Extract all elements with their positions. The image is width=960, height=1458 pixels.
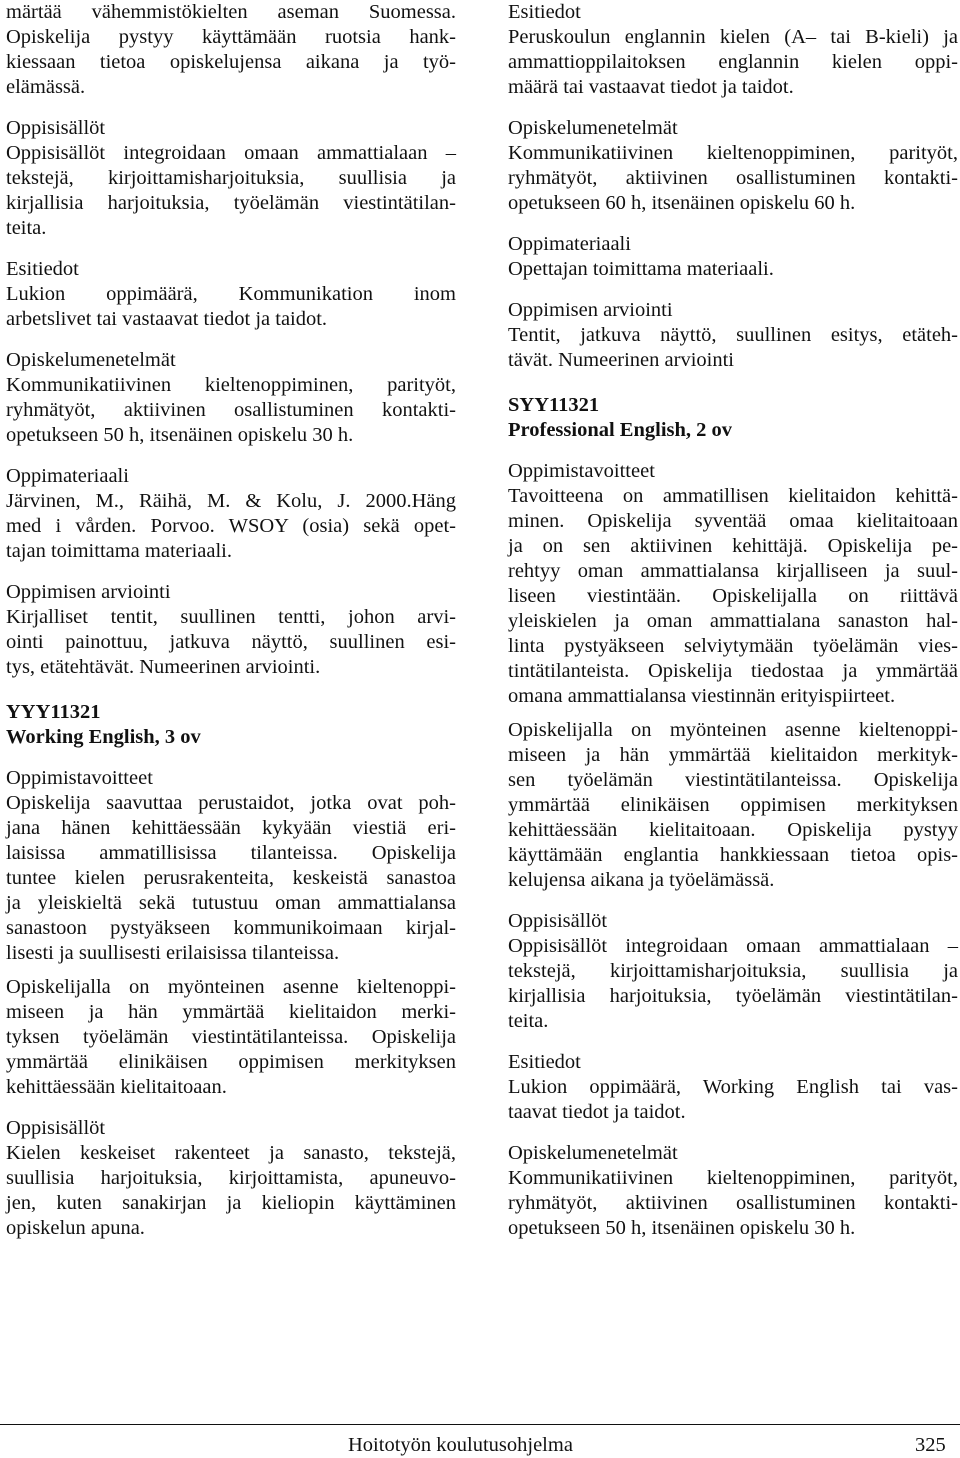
text-line: ryhmätyöt, aktiivinen osallistuminen kontakti- <box>508 167 958 189</box>
text-line: märtää vähemmistökielten aseman Suomessa. <box>6 1 456 23</box>
course-code: YYY11321 <box>6 701 101 723</box>
intro-paragraph <box>6 0 456 100</box>
section-heading: Esitiedot <box>6 258 79 280</box>
text-line: opiskelun apuna. <box>6 1217 145 1239</box>
text-line: laisissa ammatillisissa tilanteissa. Opiskelija <box>6 842 456 864</box>
paragraph <box>6 1141 456 1241</box>
text-line: minen. Opiskelija syventää omaa kielitaitoaan <box>508 510 958 532</box>
section <box>508 909 958 1034</box>
course-title: Professional English, 2 ov <box>508 419 733 441</box>
section <box>6 580 456 680</box>
text-line: Tentit, jatkuva näyttö, suullinen esitys, etäteh- <box>508 324 958 346</box>
text-line: Kielen keskeiset rakenteet ja sanasto, tekstejä, <box>6 1142 456 1164</box>
text-line: opetukseen 50 h, itsenäinen opiskelu 30 h. <box>6 424 354 446</box>
text-line: Opiskelija saavuttaa perustaidot, jotka ovat poh- <box>6 792 456 814</box>
text-line: Lukion oppimäärä, Working English tai vas- <box>508 1076 958 1098</box>
text-line: jen, kuten sanakirjan ja kieliopin käyttäminen <box>6 1192 456 1214</box>
section-heading: Opiskelumenetelmät <box>6 349 176 371</box>
text-line: arbetslivet tai vastaavat tiedot ja taidot. <box>6 308 328 330</box>
section-heading: Oppimistavoitteet <box>6 767 153 789</box>
text-line: Kommunikatiivinen kieltenoppiminen, parityöt, <box>508 1167 958 1189</box>
text-line: kelujensa aikana ja työelämässä. <box>508 869 775 891</box>
course-title: Working English, 3 ov <box>6 726 201 748</box>
section <box>6 116 456 241</box>
text-line: med i vården. Porvoo. WSOY (osia) sekä opet- <box>6 515 456 537</box>
footer-divider <box>0 1424 960 1425</box>
section <box>508 116 958 216</box>
text-line: linta pystyäkseen selviytymään työelämän vies- <box>508 635 958 657</box>
page-footer <box>0 1433 960 1458</box>
paragraph <box>6 975 456 1100</box>
text-line: tys, etätehtävät. Numeerinen arviointi. <box>6 656 321 678</box>
section-heading: Oppimateriaali <box>508 233 631 255</box>
text-line: opetukseen 50 h, itsenäinen opiskelu 30 h. <box>508 1217 856 1239</box>
paragraph <box>508 484 958 709</box>
paragraph <box>508 1166 958 1241</box>
text-line: tuntee kielen perusrakenteita, keskeistä sanastoa <box>6 867 456 889</box>
text-line: määrä tai vastaavat tiedot ja taidot. <box>508 76 794 98</box>
text-line: lisesti ja suullisesti erilaisissa tilanteissa. <box>6 942 340 964</box>
text-line: elämässä. <box>6 76 86 98</box>
course-code: SYY11321 <box>508 394 600 416</box>
text-line: Opiskelija pystyy käyttämään ruotsia hank- <box>6 26 456 48</box>
section <box>6 1116 456 1241</box>
text-line: ymmärtää elinikäisen oppimisen merkityksen <box>6 1051 456 1073</box>
course-heading <box>6 700 456 750</box>
section-heading: Oppisisällöt <box>508 910 608 932</box>
section-heading: Oppimateriaali <box>6 465 129 487</box>
text-line: Kommunikatiivinen kieltenoppiminen, parityöt, <box>508 142 958 164</box>
text-line: Oppisisällöt integroidaan omaan ammattialaan – <box>508 935 958 957</box>
section-heading: Opiskelumenetelmät <box>508 1142 678 1164</box>
footer-title: Hoitotyön koulutusohjelma <box>348 1434 573 1456</box>
section-heading: Oppisisällöt <box>6 117 106 139</box>
text-line: kiessaan tietoa opiskelujensa aikana ja työ- <box>6 51 456 73</box>
text-line: ryhmätyöt, aktiivinen osallistuminen kontakti- <box>6 399 456 421</box>
section-heading: Oppimisen arviointi <box>6 581 171 603</box>
right-column <box>508 0 958 1241</box>
text-line: liseen viestintään. Opiskelijalla on riittävä <box>508 585 958 607</box>
section-heading: Oppimistavoitteet <box>508 460 655 482</box>
section <box>6 257 456 332</box>
course-heading <box>508 393 958 443</box>
text-line: teita. <box>6 217 47 239</box>
text-line: ja on sen aktiivinen kehittäjä. Opiskelija pe- <box>508 535 958 557</box>
text-line: Järvinen, M., Räihä, M. & Kolu, J. 2000.Häng <box>6 490 456 512</box>
text-line: suullisia harjoituksia, kirjoittamista, apuneuvo- <box>6 1167 456 1189</box>
section <box>6 348 456 448</box>
text-line: kehittäessään kielitaitoaan. Opiskelija pystyy <box>508 819 958 841</box>
text-line: Peruskoulun englannin kielen (A– tai B-kieli) ja <box>508 26 958 48</box>
section <box>6 464 456 564</box>
text-line: sanastoon pystyäkseen kommunikoimaan kirjal- <box>6 917 456 939</box>
section-heading: Oppisisällöt <box>6 1117 106 1139</box>
text-line: Oppisisällöt integroidaan omaan ammattialaan – <box>6 142 456 164</box>
text-line: tekstejä, kirjoittamisharjoituksia, suullisia ja <box>6 167 456 189</box>
text-line: omana ammattialansa viestinnän erityispiirteet. <box>508 685 896 707</box>
text-line: Tavoitteena on ammatillisen kielitaidon kehittä- <box>508 485 958 507</box>
text-line: miseen ja hän ymmärtää kielitaidon merkityk- <box>508 744 958 766</box>
text-line: käyttämään englantia hankkiessaan tietoa opis- <box>508 844 958 866</box>
section <box>508 0 958 100</box>
text-line: yleiskielen ja oman ammattialana sanaston hal- <box>508 610 958 632</box>
paragraph <box>6 791 456 966</box>
text-line: kehittäessään kielitaitoaan. <box>6 1076 227 1098</box>
section-heading: Oppimisen arviointi <box>508 299 673 321</box>
section-heading: Esitiedot <box>508 1 581 23</box>
section-heading: Opiskelumenetelmät <box>508 117 678 139</box>
text-line: jana hänen kehittäessään kykyään viestiä eri- <box>6 817 456 839</box>
text-line: rehtyy oman ammattialansa kirjalliseen ja suul- <box>508 560 958 582</box>
section-heading: Esitiedot <box>508 1051 581 1073</box>
text-line: Lukion oppimäärä, Kommunikation inom <box>6 283 456 305</box>
text-line: ja yleiskieltä sekä tutustuu oman ammattialansa <box>6 892 456 914</box>
section <box>508 1050 958 1125</box>
section <box>508 298 958 373</box>
text-line: ammattioppilaitoksen englannin kielen oppi- <box>508 51 958 73</box>
text-line: opetukseen 60 h, itsenäinen opiskelu 60 h. <box>508 192 856 214</box>
text-line: tekstejä, kirjoittamisharjoituksia, suullisia ja <box>508 960 958 982</box>
text-line: ryhmätyöt, aktiivinen osallistuminen kontakti- <box>508 1192 958 1214</box>
left-column <box>6 0 456 1241</box>
text-line: tintätilanteista. Opiskelija tiedostaa ja ymmärtää <box>508 660 958 682</box>
paragraph <box>508 718 958 893</box>
section <box>6 766 456 1100</box>
section <box>508 1141 958 1241</box>
text-line: sen työelämän viestintätilanteissa. Opiskelija <box>508 769 958 791</box>
text-line: Opettajan toimittama materiaali. <box>508 258 774 280</box>
text-line: ymmärtää elinikäisen oppimisen merkityksen <box>508 794 958 816</box>
paragraph <box>508 934 958 1034</box>
text-line: miseen ja hän ymmärtää kielitaidon merki- <box>6 1001 456 1023</box>
text-line: Opiskelijalla on myönteinen asenne kieltenoppi- <box>6 976 456 998</box>
text-line: tajan toimittama materiaali. <box>6 540 232 562</box>
text-line: tävät. Numeerinen arviointi <box>508 349 734 371</box>
page-number: 325 <box>915 1434 946 1456</box>
text-line: Kommunikatiivinen kieltenoppiminen, parityöt, <box>6 374 456 396</box>
text-line: teita. <box>508 1010 549 1032</box>
paragraph <box>508 1075 958 1125</box>
section <box>508 232 958 282</box>
text-line: taavat tiedot ja taidot. <box>508 1101 686 1123</box>
text-line: Kirjalliset tentit, suullinen tentti, johon arvi- <box>6 606 456 628</box>
text-line: Opiskelijalla on myönteinen asenne kieltenoppi- <box>508 719 958 741</box>
text-line: tyksen työelämän viestintätilanteissa. Opiskelija <box>6 1026 456 1048</box>
text-line: ointi painottuu, jatkuva näyttö, suullinen esi- <box>6 631 456 653</box>
text-line: kirjallisia harjoituksia, työelämän viestintätilan- <box>508 985 958 1007</box>
section <box>508 459 958 893</box>
text-line: kirjallisia harjoituksia, työelämän viestintätilan- <box>6 192 456 214</box>
